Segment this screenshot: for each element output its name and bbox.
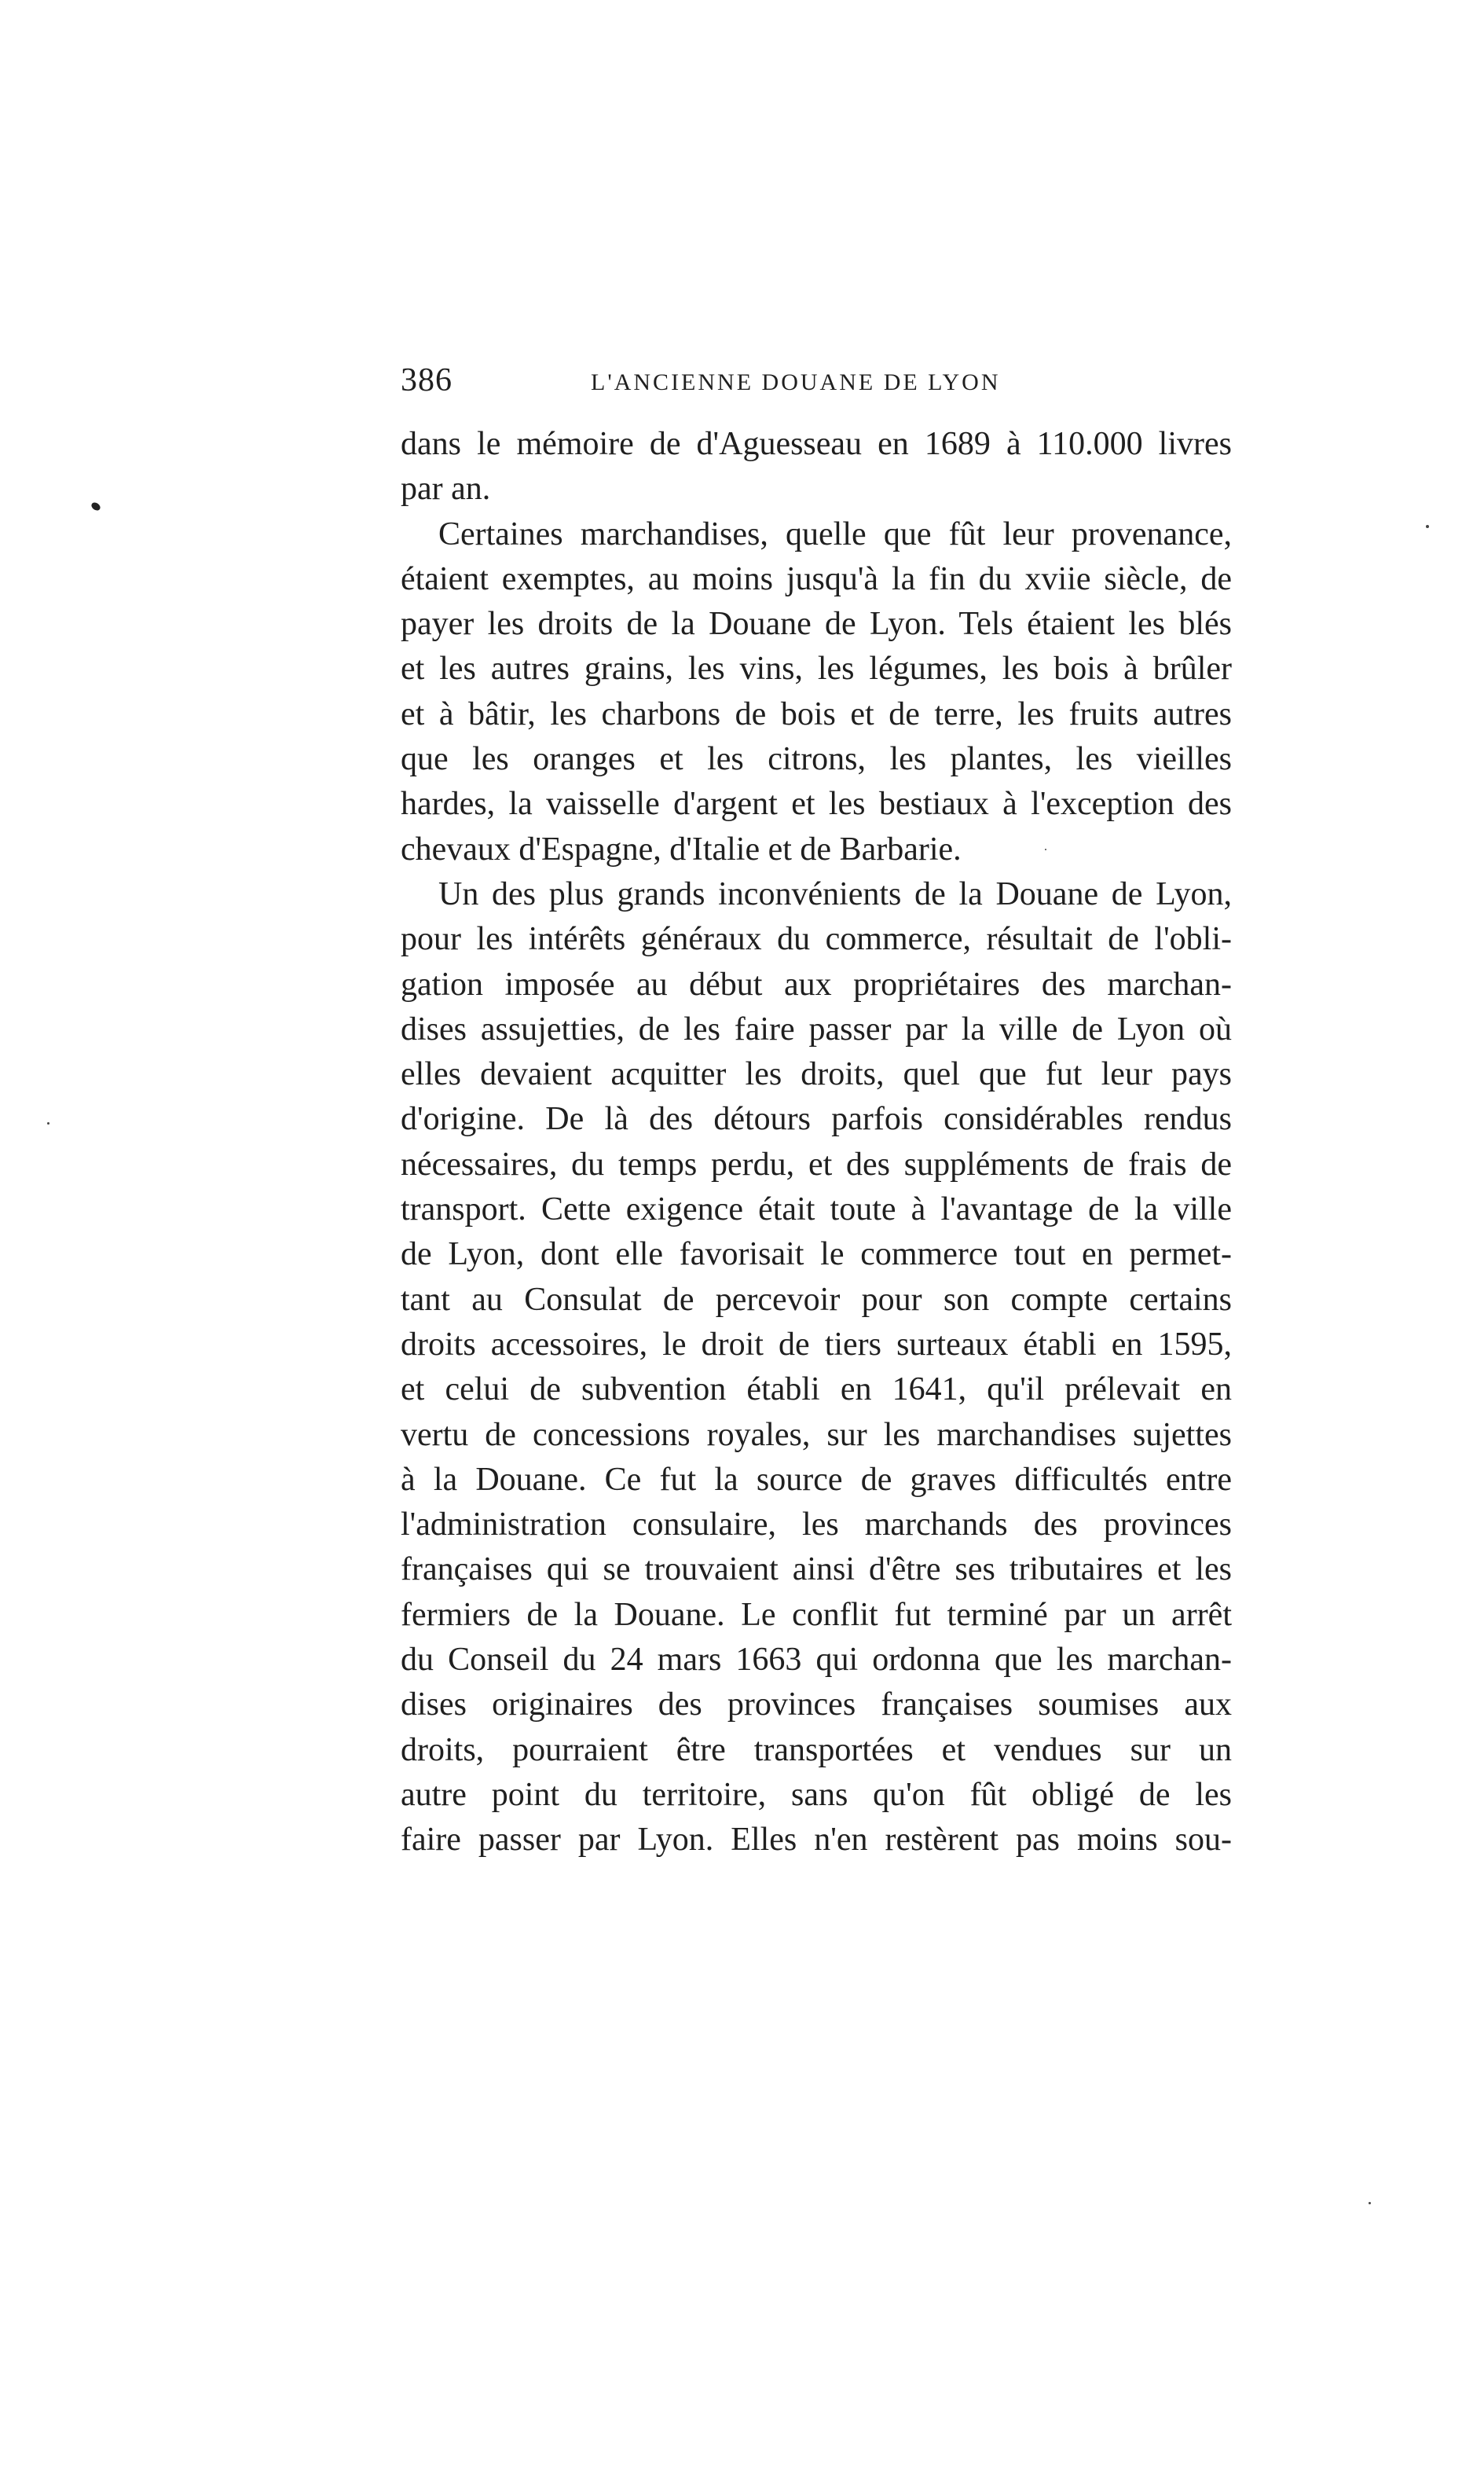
text-line: droits accessoires, le droit de tiers surteaux établi en 1595, xyxy=(401,1326,1232,1363)
text-line: et à bâtir, les charbons de bois et de terre, les fruits autres xyxy=(401,695,1232,732)
text-line: et les autres grains, les vins, les légumes, les bois à brûler xyxy=(401,651,1232,688)
scan-speck xyxy=(47,1122,49,1125)
text-line: autre point du territoire, sans qu'on fût obligé de les xyxy=(401,1776,1232,1813)
text-line: et celui de subvention établi en 1641, qu'il prélevait en xyxy=(401,1371,1232,1408)
page-number: 386 xyxy=(401,362,453,398)
text-line: chevaux d'Espagne, d'Italie et de Barbarie. xyxy=(401,831,962,868)
text-line: nécessaires, du temps perdu, et des suppléments de frais de xyxy=(401,1146,1232,1183)
text-line: tant au Consulat de percevoir pour son compte certains xyxy=(401,1281,1232,1318)
text-line: faire passer par Lyon. Elles n'en restèrent pas moins sou- xyxy=(401,1822,1232,1859)
text-line: l'administration consulaire, les marchands des provinces xyxy=(401,1506,1232,1543)
scan-speck xyxy=(1426,525,1429,528)
text-line: Un des plus grands inconvénients de la Douane de Lyon, xyxy=(438,875,1232,912)
scan-speck xyxy=(1045,849,1046,850)
text-line: elles devaient acquitter les droits, quel que fut leur pays xyxy=(401,1056,1232,1093)
text-line: pour les intérêts généraux du commerce, résultait de l'obli- xyxy=(401,921,1232,958)
text-line: hardes, la vaisselle d'argent et les bestiaux à l'exception des xyxy=(401,786,1232,823)
text-line: gation imposée au début aux propriétaires des marchan- xyxy=(401,966,1232,1003)
text-line: par an. xyxy=(401,471,491,508)
scan-speck xyxy=(90,501,102,512)
text-line: de Lyon, dont elle favorisait le commerce tout en permet- xyxy=(401,1236,1232,1273)
text-line: payer les droits de la Douane de Lyon. Tels étaient les blés xyxy=(401,606,1232,643)
text-line: vertu de concessions royales, sur les marchandises sujettes xyxy=(401,1416,1232,1453)
text-line: dises assujetties, de les faire passer par la ville de Lyon où xyxy=(401,1011,1232,1048)
text-line: dans le mémoire de d'Aguesseau en 1689 à 110.000 livres xyxy=(401,426,1232,462)
text-line: étaient exemptes, au moins jusqu'à la fin du xviie siècle, de xyxy=(401,560,1232,597)
paragraph-3 xyxy=(401,872,1232,1863)
text-line: à la Douane. Ce fut la source de graves difficultés entre xyxy=(401,1461,1232,1498)
text-line: françaises qui se trouvaient ainsi d'être ses tributaires et les xyxy=(401,1551,1232,1588)
text-line: dises originaires des provinces françaises soumises aux xyxy=(401,1686,1232,1723)
page-header xyxy=(401,361,1061,417)
running-title: L'ANCIENNE DOUANE DE LYON xyxy=(591,369,1001,395)
scan-speck xyxy=(1369,2202,1371,2204)
text-line: Certaines marchandises, quelle que fût leur provenance, xyxy=(438,516,1232,552)
text-line: du Conseil du 24 mars 1663 qui ordonna que les marchan- xyxy=(401,1642,1232,1679)
text-line: fermiers de la Douane. Le conflit fut terminé par un arrêt xyxy=(401,1596,1232,1633)
body-text xyxy=(401,422,1232,1863)
text-line: que les oranges et les citrons, les plantes, les vieilles xyxy=(401,741,1232,778)
text-line: d'origine. De là des détours parfois considérables rendus xyxy=(401,1101,1232,1138)
text-line: transport. Cette exigence était toute à l'avantage de la ville xyxy=(401,1191,1232,1228)
paragraph-1 xyxy=(401,422,1232,512)
text-line: droits, pourraient être transportées et vendues sur un xyxy=(401,1731,1232,1768)
paragraph-2 xyxy=(401,512,1232,872)
